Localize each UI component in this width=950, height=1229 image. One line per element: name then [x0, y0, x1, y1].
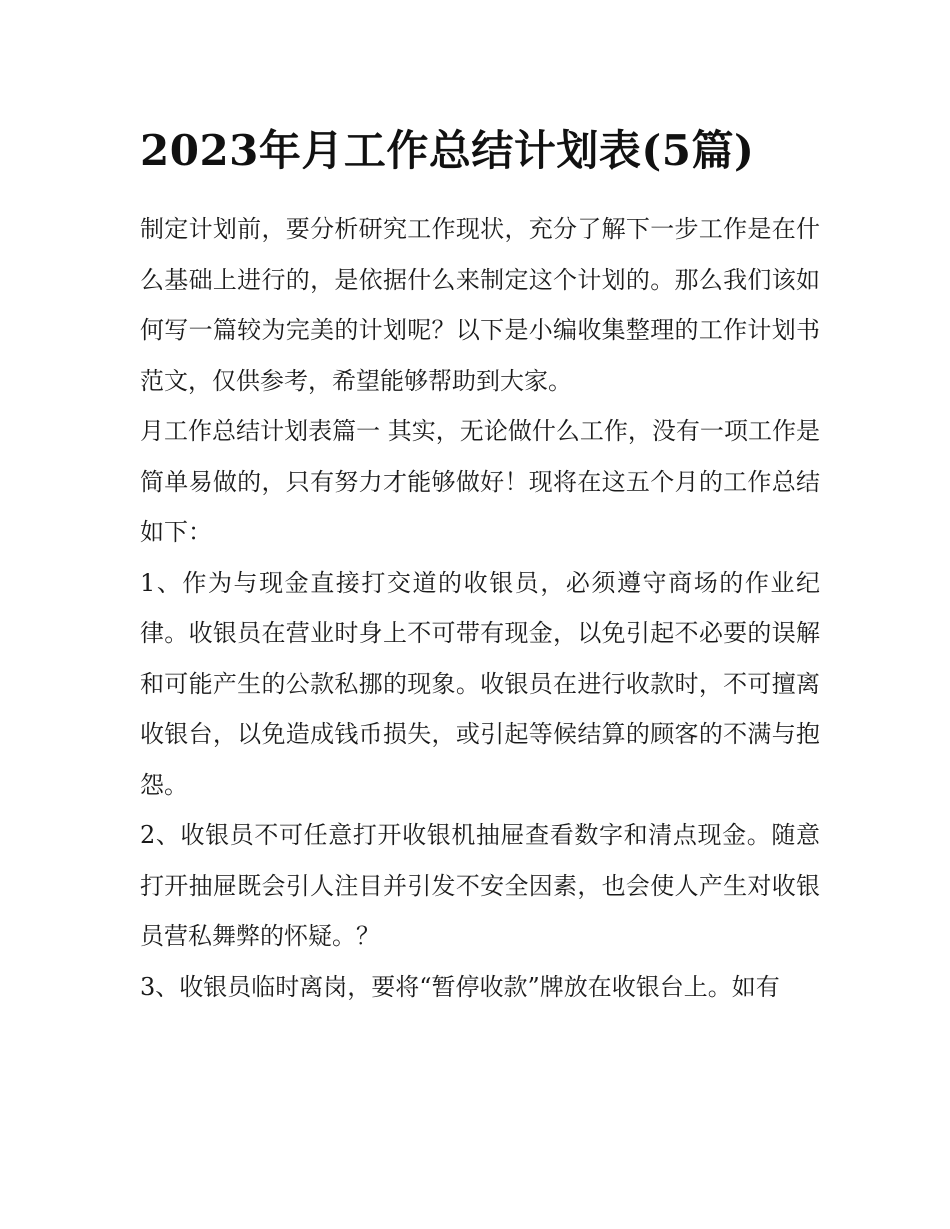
rule-item-3: 3、收银员临时离岗，要将“暂停收款”牌放在收银台上。如有	[140, 972, 780, 1001]
document-body	[140, 118, 820, 1012]
rule-item-1: 1、作为与现金直接打交道的收银员，必须遵守商场的作业纪律。收银员在营业时身上不可带有现金，以免引起不必要的误解和可能产生的公款私挪的现象。收银员在进行收款时，不可擅离收银台，以免造成钱币损失，或引起等候结算的顾客的不满与抱怨。	[140, 568, 820, 799]
rule-item-2: 2、收银员不可任意打开收银机抽屉查看数字和清点现金。随意打开抽屉既会引人注目并引发不安全因素，也会使人产生对收银员营私舞弊的怀疑。？	[140, 821, 820, 950]
document-title: 2023年月工作总结计划表(5篇)	[140, 126, 755, 175]
section-one-opening-paragraph: 月工作总结计划表篇一 其实，无论做什么工作，没有一项工作是简单易做的，只有努力才能够做好！现将在这五个月的工作总结如下：	[140, 417, 820, 546]
intro-paragraph: 制定计划前，要分析研究工作现状，充分了解下一步工作是在什么基础上进行的，是依据什么来制定这个计划的。那么我们该如何写一篇较为完美的计划呢？以下是小编收集整理的工作计划书范文，仅供参考，希望能够帮助到大家。	[140, 215, 820, 395]
